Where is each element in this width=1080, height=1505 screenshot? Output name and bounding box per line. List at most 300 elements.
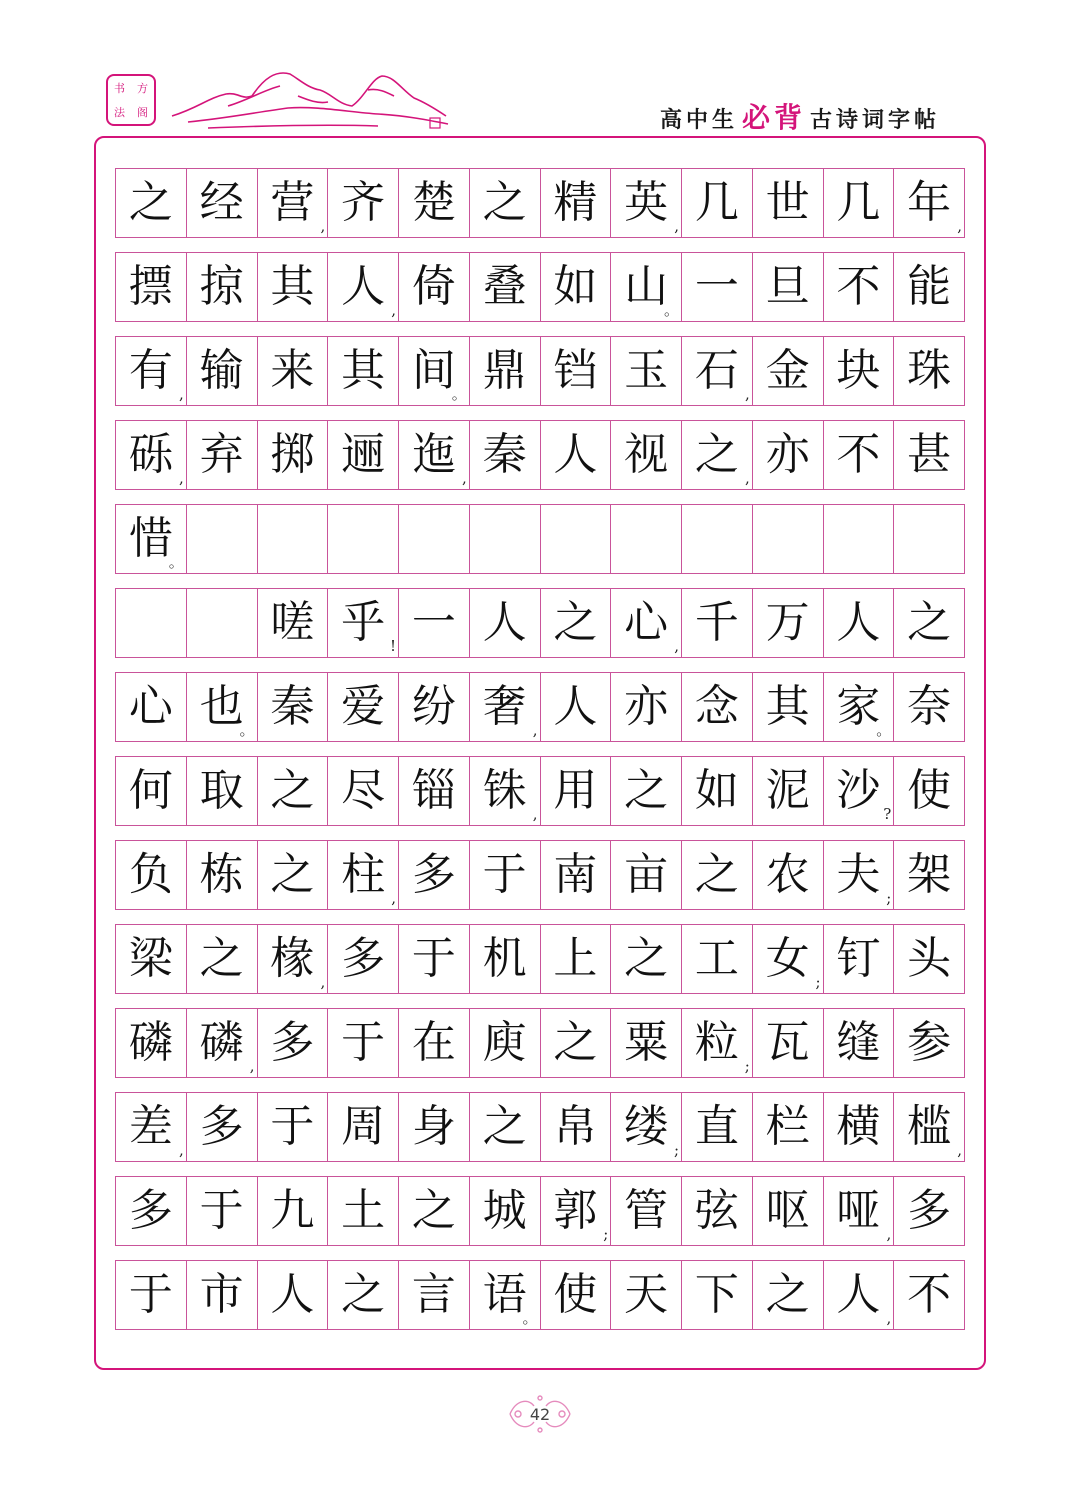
- grid-cell: [824, 1009, 895, 1077]
- grid-cell: [258, 337, 329, 405]
- grid-cell: [541, 505, 612, 573]
- grid-cell: [258, 169, 329, 237]
- grid-cell: [753, 673, 824, 741]
- character: 楚: [411, 177, 456, 228]
- title-prefix: 高中生: [659, 108, 738, 133]
- character: 纷: [411, 681, 456, 732]
- grid-cell: [470, 1177, 541, 1245]
- grid-row: [115, 840, 965, 910]
- character: 直: [694, 1101, 739, 1152]
- punctuation: ,: [178, 385, 184, 403]
- punctuation: 。: [663, 301, 679, 319]
- grid-cell: [116, 421, 187, 489]
- grid-cell: [399, 253, 470, 321]
- character: 之: [694, 849, 739, 900]
- grid-cell: [541, 673, 612, 741]
- character: 磷: [199, 1017, 244, 1068]
- character: 锱: [411, 765, 456, 816]
- grid-cell: [470, 925, 541, 993]
- grid-cell: [328, 1261, 399, 1329]
- punctuation: ,: [320, 973, 326, 991]
- grid-cell: [116, 253, 187, 321]
- character: 如: [694, 765, 739, 816]
- grid-cell: [894, 589, 965, 657]
- grid-cell: [116, 169, 187, 237]
- grid-cell: [824, 253, 895, 321]
- character: 家: [836, 681, 881, 732]
- grid-cell: [682, 421, 753, 489]
- character: 磷: [128, 1017, 173, 1068]
- punctuation: ,: [744, 385, 750, 403]
- character: 秦: [270, 681, 315, 732]
- punctuation: ,: [674, 217, 679, 235]
- character: 金: [765, 345, 810, 396]
- character: 粒: [694, 1017, 739, 1068]
- grid-cell: [258, 1093, 329, 1161]
- character: 栋: [199, 849, 244, 900]
- character: 取: [199, 765, 244, 816]
- character: 有: [128, 345, 173, 396]
- grid-cell: [611, 505, 682, 573]
- character: 言: [411, 1269, 456, 1320]
- character: 之: [907, 597, 952, 648]
- grid-cell: [116, 589, 187, 657]
- grid-cell: [470, 757, 541, 825]
- character: 工: [694, 933, 739, 984]
- grid-cell: [753, 1093, 824, 1161]
- grid-cell: [753, 1261, 824, 1329]
- grid-cell: [187, 841, 258, 909]
- grid-cell: [611, 673, 682, 741]
- grid-cell: [187, 925, 258, 993]
- punctuation: ,: [532, 721, 538, 739]
- character: 世: [765, 177, 810, 228]
- character: 山: [624, 261, 669, 312]
- grid-cell: [399, 841, 470, 909]
- character: 头: [907, 933, 952, 984]
- character: 秦: [482, 429, 527, 480]
- character: 奈: [907, 681, 952, 732]
- character: 一: [694, 261, 739, 312]
- grid-cell: [328, 589, 399, 657]
- grid-cell: [753, 1177, 824, 1245]
- grid-cell: [399, 1009, 470, 1077]
- character: 帛: [553, 1101, 598, 1152]
- grid-cell: [116, 925, 187, 993]
- character: 人: [553, 429, 598, 480]
- grid-cell: [541, 757, 612, 825]
- page-number: 42: [504, 1390, 576, 1438]
- punctuation: ,: [957, 1141, 962, 1159]
- punctuation: !: [389, 637, 396, 655]
- grid-cell: [541, 1009, 612, 1077]
- character: 旦: [765, 261, 810, 312]
- character: 多: [270, 1017, 315, 1068]
- character: 叠: [482, 261, 527, 312]
- grid-row: [115, 1092, 965, 1162]
- grid-cell: [894, 505, 965, 573]
- grid-cell: [682, 505, 753, 573]
- character: 于: [199, 1185, 244, 1236]
- character: 念: [694, 681, 739, 732]
- grid-cell: [824, 421, 895, 489]
- grid-cell: [328, 841, 399, 909]
- grid-cell: [894, 421, 965, 489]
- grid-cell: [611, 925, 682, 993]
- character: 掠: [199, 261, 244, 312]
- character: 钉: [836, 933, 881, 984]
- punctuation: ,: [532, 805, 538, 823]
- character: 其: [270, 261, 315, 312]
- grid-cell: [894, 841, 965, 909]
- punctuation: ,: [744, 469, 750, 487]
- grid-cell: [470, 1093, 541, 1161]
- punctuation: 。: [239, 721, 255, 739]
- grid-cell: [399, 673, 470, 741]
- grid-row: [115, 588, 965, 658]
- grid-cell: [682, 253, 753, 321]
- character: 砾: [128, 429, 173, 480]
- character: 柱: [341, 849, 386, 900]
- character: 架: [907, 849, 952, 900]
- punctuation: ,: [391, 301, 396, 319]
- grid-cell: [399, 169, 470, 237]
- grid-cell: [682, 169, 753, 237]
- punctuation: ;: [744, 1057, 750, 1075]
- grid-cell: [682, 841, 753, 909]
- grid-cell: [116, 1009, 187, 1077]
- grid-row: [115, 504, 965, 574]
- grid-cell: [258, 589, 329, 657]
- grid-cell: [611, 1261, 682, 1329]
- grid-cell: [470, 421, 541, 489]
- grid-cell: [824, 673, 895, 741]
- character: 机: [482, 933, 527, 984]
- punctuation: ,: [957, 217, 962, 235]
- punctuation: 。: [522, 1309, 538, 1327]
- character: 营: [270, 177, 315, 228]
- grid-cell: [187, 421, 258, 489]
- grid-cell: [258, 757, 329, 825]
- grid-cell: [611, 757, 682, 825]
- character: 之: [199, 933, 244, 984]
- grid-cell: [753, 421, 824, 489]
- grid-cell: [682, 1177, 753, 1245]
- character: 铢: [482, 765, 527, 816]
- grid-cell: [187, 673, 258, 741]
- character: 在: [411, 1017, 456, 1068]
- character: 之: [553, 1017, 598, 1068]
- character: 能: [907, 261, 952, 312]
- character: 之: [128, 177, 173, 228]
- punctuation: ,: [391, 889, 396, 907]
- grid-cell: [894, 337, 965, 405]
- grid-row: [115, 336, 965, 406]
- grid-cell: [541, 337, 612, 405]
- grid-cell: [187, 757, 258, 825]
- grid-cell: [611, 841, 682, 909]
- character: 之: [553, 597, 598, 648]
- grid-cell: [116, 673, 187, 741]
- character: 万: [765, 597, 810, 648]
- grid-cell: [328, 757, 399, 825]
- punctuation: 。: [451, 385, 467, 403]
- grid-cell: [470, 1009, 541, 1077]
- character: 年: [907, 177, 952, 228]
- character: 弃: [199, 429, 244, 480]
- grid-cell: [824, 169, 895, 237]
- punctuation: ;: [603, 1225, 609, 1243]
- character: 石: [694, 345, 739, 396]
- grid-cell: [753, 589, 824, 657]
- grid-cell: [682, 1261, 753, 1329]
- grid-cell: [258, 505, 329, 573]
- character: 视: [624, 429, 669, 480]
- grid-row: [115, 168, 965, 238]
- character: 之: [270, 849, 315, 900]
- title-suffix: 古诗词字帖: [809, 108, 940, 133]
- grid-cell: [399, 1093, 470, 1161]
- grid-cell: [399, 505, 470, 573]
- grid-cell: [328, 673, 399, 741]
- character: 倚: [411, 261, 456, 312]
- grid-cell: [541, 253, 612, 321]
- grid-cell: [399, 925, 470, 993]
- grid-cell: [682, 337, 753, 405]
- character: 千: [694, 597, 739, 648]
- grid-cell: [753, 337, 824, 405]
- grid-cell: [894, 1177, 965, 1245]
- character: 几: [694, 177, 739, 228]
- character: 南: [553, 849, 598, 900]
- character: 身: [411, 1101, 456, 1152]
- grid-cell: [116, 1093, 187, 1161]
- character: 参: [907, 1017, 952, 1068]
- character: 摽: [128, 261, 173, 312]
- character: 之: [624, 933, 669, 984]
- grid-cell: [541, 1261, 612, 1329]
- character: 呕: [765, 1185, 810, 1236]
- character: 于: [341, 1017, 386, 1068]
- character: 负: [128, 849, 173, 900]
- grid-cell: [541, 169, 612, 237]
- character: 横: [836, 1101, 881, 1152]
- grid-cell: [611, 169, 682, 237]
- character: 缝: [836, 1017, 881, 1068]
- grid-cell: [894, 1009, 965, 1077]
- character: 人: [553, 681, 598, 732]
- character: 用: [553, 765, 598, 816]
- grid-cell: [470, 169, 541, 237]
- grid-cell: [753, 925, 824, 993]
- character: 九: [270, 1185, 315, 1236]
- grid-cell: [824, 1261, 895, 1329]
- character: 甚: [907, 429, 952, 480]
- grid-cell: [753, 1009, 824, 1077]
- character: 语: [482, 1269, 527, 1320]
- grid-cell: [187, 253, 258, 321]
- grid-cell: [894, 253, 965, 321]
- grid-cell: [611, 589, 682, 657]
- grid-row: [115, 1260, 965, 1330]
- character: 瓦: [765, 1017, 810, 1068]
- grid-cell: [470, 841, 541, 909]
- grid-cell: [258, 925, 329, 993]
- character: 铛: [553, 345, 598, 396]
- logo-char: 书: [114, 82, 125, 95]
- grid-cell: [894, 673, 965, 741]
- grid-cell: [541, 841, 612, 909]
- grid-cell: [824, 337, 895, 405]
- character: 之: [765, 1269, 810, 1320]
- character: 弦: [694, 1185, 739, 1236]
- character: 人: [341, 261, 386, 312]
- logo-char: 法: [114, 106, 125, 119]
- character: 之: [482, 177, 527, 228]
- title-highlight: 必背: [741, 101, 806, 134]
- grid-cell: [824, 1177, 895, 1245]
- logo-seal: [106, 74, 156, 126]
- grid-cell: [258, 421, 329, 489]
- character: 乎: [341, 597, 386, 648]
- character: 亩: [624, 849, 669, 900]
- character: 差: [128, 1101, 173, 1152]
- page-header-title: [660, 96, 940, 136]
- grid-cell: [258, 1177, 329, 1245]
- character: 人: [482, 597, 527, 648]
- grid-cell: [258, 841, 329, 909]
- grid-cell: [824, 925, 895, 993]
- grid-row: [115, 420, 965, 490]
- character: 不: [836, 429, 881, 480]
- character: 天: [624, 1269, 669, 1320]
- character: 庾: [482, 1017, 527, 1068]
- grid-cell: [682, 1009, 753, 1077]
- grid-cell: [399, 757, 470, 825]
- character: 块: [836, 345, 881, 396]
- grid-cell: [611, 1009, 682, 1077]
- grid-cell: [258, 253, 329, 321]
- grid-cell: [541, 1093, 612, 1161]
- character: 槛: [907, 1101, 952, 1152]
- grid-cell: [328, 1093, 399, 1161]
- grid-cell: [753, 505, 824, 573]
- grid-cell: [116, 337, 187, 405]
- grid-cell: [470, 505, 541, 573]
- character: 泥: [765, 765, 810, 816]
- character: 人: [270, 1269, 315, 1320]
- character: 管: [624, 1185, 669, 1236]
- grid-cell: [187, 1009, 258, 1077]
- grid-cell: [328, 337, 399, 405]
- character: 来: [270, 345, 315, 396]
- character: 珠: [907, 345, 952, 396]
- grid-cell: [328, 925, 399, 993]
- character: 不: [836, 261, 881, 312]
- character: 多: [128, 1185, 173, 1236]
- grid-cell: [116, 1177, 187, 1245]
- character: 周: [341, 1101, 386, 1152]
- punctuation: ;: [673, 1141, 679, 1159]
- character: 多: [411, 849, 456, 900]
- character: 使: [907, 765, 952, 816]
- grid-cell: [753, 169, 824, 237]
- grid-cell: [611, 1177, 682, 1245]
- punctuation: 。: [168, 553, 184, 571]
- grid-cell: [399, 589, 470, 657]
- grid-cell: [894, 757, 965, 825]
- punctuation: ,: [461, 469, 467, 487]
- character: 一: [411, 597, 456, 648]
- punctuation: ,: [886, 1225, 892, 1243]
- grid-cell: [328, 1177, 399, 1245]
- character: 不: [907, 1269, 952, 1320]
- character: 梁: [128, 933, 173, 984]
- grid-cell: [753, 757, 824, 825]
- character: 人: [836, 597, 881, 648]
- grid-cell: [541, 1177, 612, 1245]
- grid-cell: [399, 1177, 470, 1245]
- character: 经: [199, 177, 244, 228]
- punctuation: 。: [876, 721, 892, 739]
- character: 间: [411, 345, 456, 396]
- punctuation: ,: [674, 637, 679, 655]
- character: 精: [553, 177, 598, 228]
- character: 之: [411, 1185, 456, 1236]
- character: 亦: [624, 681, 669, 732]
- grid-cell: [682, 925, 753, 993]
- character: 使: [553, 1269, 598, 1320]
- character: 掷: [270, 429, 315, 480]
- character: 缕: [624, 1101, 669, 1152]
- grid-cell: [328, 169, 399, 237]
- character: 惜: [128, 513, 173, 564]
- grid-cell: [187, 169, 258, 237]
- grid-cell: [187, 1093, 258, 1161]
- grid-cell: [116, 1261, 187, 1329]
- character: 其: [765, 681, 810, 732]
- character: 女: [765, 933, 810, 984]
- punctuation: ,: [249, 1057, 255, 1075]
- character: 粟: [624, 1017, 669, 1068]
- character: 多: [907, 1185, 952, 1236]
- grid-cell: [894, 925, 965, 993]
- grid-cell: [753, 841, 824, 909]
- grid-cell: [187, 589, 258, 657]
- grid-cell: [470, 673, 541, 741]
- character: 于: [128, 1269, 173, 1320]
- character: 之: [624, 765, 669, 816]
- grid-cell: [116, 505, 187, 573]
- character: 也: [199, 681, 244, 732]
- grid-cell: [824, 757, 895, 825]
- character: 之: [482, 1101, 527, 1152]
- character: 嗟: [270, 597, 315, 648]
- grid-cell: [470, 1261, 541, 1329]
- character: 爱: [341, 681, 386, 732]
- grid-cell: [824, 505, 895, 573]
- grid-cell: [682, 1093, 753, 1161]
- grid-cell: [894, 1093, 965, 1161]
- character: 上: [553, 933, 598, 984]
- grid-row: [115, 1008, 965, 1078]
- character: 亦: [765, 429, 810, 480]
- punctuation: ,: [886, 1309, 892, 1327]
- character: 输: [199, 345, 244, 396]
- grid-cell: [116, 841, 187, 909]
- character: 市: [199, 1269, 244, 1320]
- character: 心: [624, 597, 669, 648]
